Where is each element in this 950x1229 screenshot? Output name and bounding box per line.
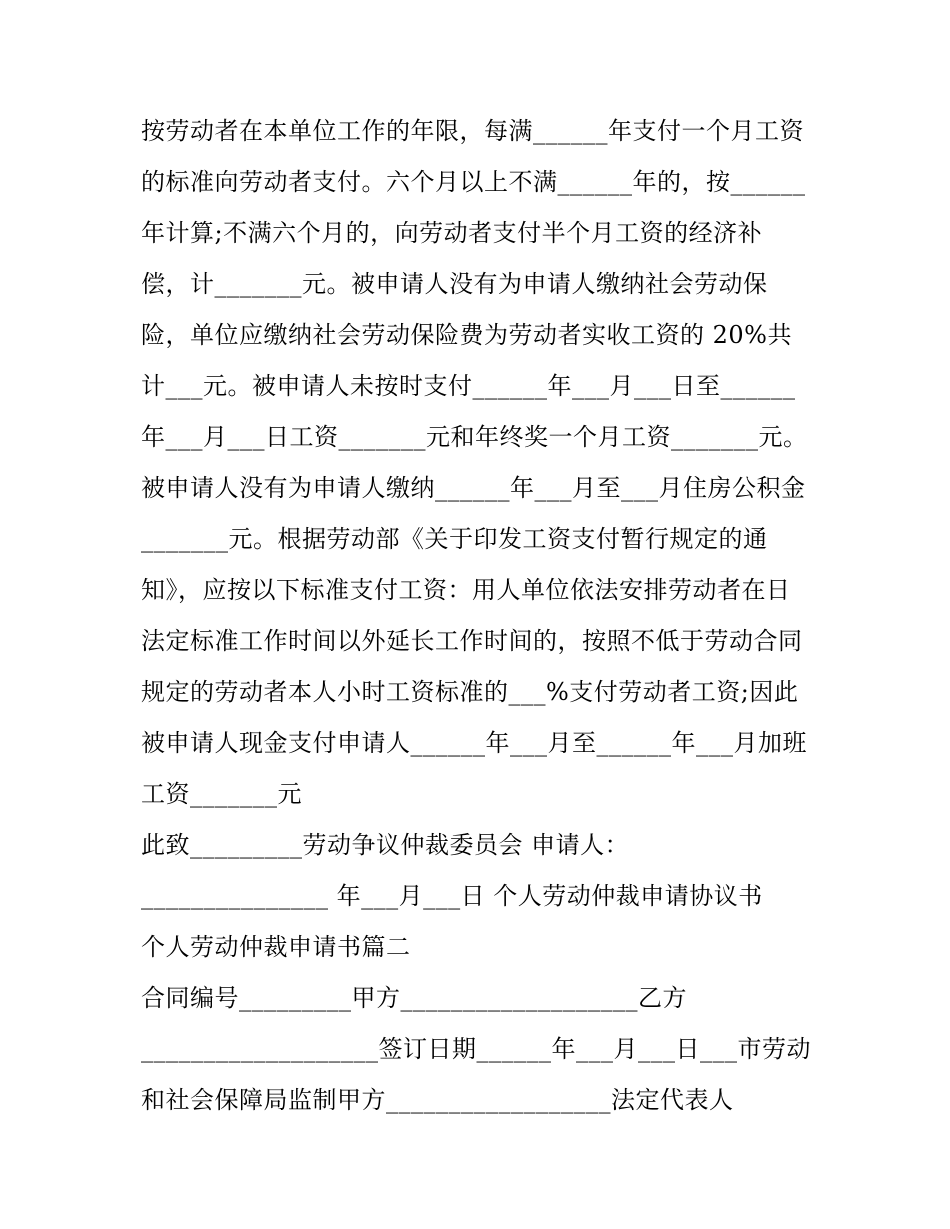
signing-date-line: ___________________签订日期______年___月___日___市劳动 xyxy=(141,1035,811,1063)
text-line-14: 工资_______元 xyxy=(141,780,302,808)
section-heading: 个人劳动仲裁申请书篇二 xyxy=(141,933,411,961)
text-line-6: 计___元。被申请人未按时支付______年___月___日至______ xyxy=(141,372,796,400)
text-line-8: 被申请人没有为申请人缴纳______年___月至___月住房公积金 xyxy=(141,474,806,502)
signature-date-line: _______________ 年___月___日 个人劳动仲裁申请协议书 xyxy=(141,882,763,910)
text-line-11: 法定标准工作时间以外延长工作时间的，按照不低于劳动合同 xyxy=(141,627,803,655)
text-line-10: 知》，应按以下标准支付工资：用人单位依法安排劳动者在日 xyxy=(141,576,791,604)
text-line-13: 被申请人现金支付申请人______年___月至______年___月加班 xyxy=(141,729,807,757)
legal-representative-line: 和社会保障局监制甲方__________________法定代表人 xyxy=(141,1086,734,1114)
text-line-4: 偿，计_______元。被申请人没有为申请人缴纳社会劳动保 xyxy=(141,270,768,298)
text-line-12: 规定的劳动者本人小时工资标准的___%支付劳动者工资;因此 xyxy=(141,678,799,706)
closing-line: 此致_________劳动争议仲裁委员会 申请人： xyxy=(141,831,630,859)
contract-number-line: 合同编号_________甲方___________________乙方 xyxy=(141,984,687,1012)
text-line-2: 的标准向劳动者支付。六个月以上不满______年的，按______ xyxy=(141,168,806,196)
text-line-9: _______元。根据劳动部《关于印发工资支付暂行规定的通 xyxy=(141,525,768,553)
text-line-7: 年___月___日工资_______元和年终奖一个月工资_______元。 xyxy=(141,423,808,451)
text-line-1: 按劳动者在本单位工作的年限，每满______年支付一个月工资 xyxy=(141,117,804,145)
text-line-3: 年计算;不满六个月的，向劳动者支付半个月工资的经济补 xyxy=(141,219,763,247)
text-line-5: 险，单位应缴纳社会劳动保险费为劳动者实收工资的 20%共 xyxy=(141,321,792,349)
